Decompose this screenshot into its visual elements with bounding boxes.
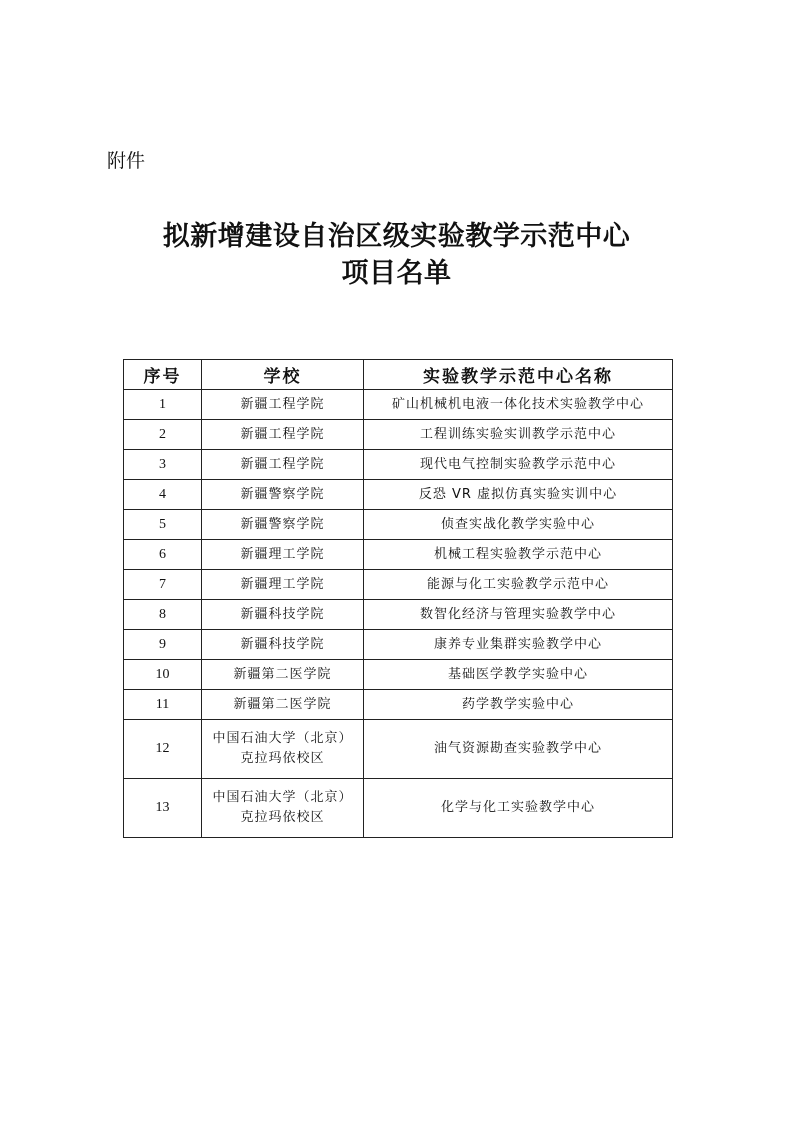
school-name-line: 克拉玛依校区: [240, 751, 325, 766]
row-center-name: 现代电气控制实验教学示范中心: [364, 450, 673, 480]
row-center-name: 工程训练实验实训教学示范中心: [364, 420, 673, 450]
row-center-name: 反恐 VR 虚拟仿真实验实训中心: [364, 480, 673, 510]
school-name-line: 新疆工程学院: [240, 396, 325, 412]
header-row: [124, 360, 673, 390]
table-row: [124, 510, 673, 540]
row-number: 11: [124, 690, 202, 720]
school-name-line: 新疆工程学院: [240, 426, 325, 442]
row-school: [202, 570, 364, 600]
row-center-name: 油气资源勘查实验教学中心: [364, 720, 673, 779]
table-row: [124, 720, 673, 779]
table-row: [124, 390, 673, 420]
row-center-name: 基础医学教学实验中心: [364, 660, 673, 690]
row-number: 10: [124, 660, 202, 690]
row-number: 5: [124, 510, 202, 540]
school-name-line: 新疆科技学院: [240, 636, 325, 652]
table-row: [124, 660, 673, 690]
row-number: 6: [124, 540, 202, 570]
table-row: [124, 480, 673, 510]
table-row: [124, 540, 673, 570]
row-school: [202, 630, 364, 660]
row-school: [202, 420, 364, 450]
row-school: [202, 540, 364, 570]
row-school: [202, 390, 364, 420]
row-school: [202, 510, 364, 540]
table-row: [124, 690, 673, 720]
school-name-line: 中国石油大学（北京）: [212, 731, 353, 746]
document-title: 拟新增建设自治区级实验教学示范中心: [162, 221, 631, 252]
row-school: [202, 480, 364, 510]
table-row: [124, 420, 673, 450]
table-row: [124, 450, 673, 480]
row-school: [202, 660, 364, 690]
header-center-name: 实验教学示范中心名称: [364, 360, 673, 390]
row-number: 8: [124, 600, 202, 630]
row-number: 3: [124, 450, 202, 480]
row-center-name: 矿山机械机电液一体化技术实验教学中心: [364, 390, 673, 420]
school-name-line: 新疆工程学院: [240, 456, 325, 472]
row-center-name: 康养专业集群实验教学中心: [364, 630, 673, 660]
table-body: [124, 390, 673, 838]
school-name-line: 克拉玛依校区: [240, 810, 325, 825]
school-name-line: 新疆科技学院: [240, 606, 325, 622]
header-number: 序号: [124, 360, 202, 390]
school-name-line: 新疆警察学院: [240, 486, 325, 502]
table-row: [124, 630, 673, 660]
row-number: 1: [124, 390, 202, 420]
school-name-line: 新疆理工学院: [240, 546, 325, 562]
row-school: [202, 779, 364, 838]
school-name-line: 新疆警察学院: [240, 516, 325, 532]
row-center-name: 侦查实战化教学实验中心: [364, 510, 673, 540]
document-subtitle: 项目名单: [341, 258, 452, 289]
row-school: [202, 450, 364, 480]
row-number: 9: [124, 630, 202, 660]
table-row: [124, 779, 673, 838]
row-number: 13: [124, 779, 202, 838]
row-number: 12: [124, 720, 202, 779]
row-school: [202, 600, 364, 630]
row-center-name: 化学与化工实验教学中心: [364, 779, 673, 838]
row-center-name: 能源与化工实验教学示范中心: [364, 570, 673, 600]
row-school: [202, 720, 364, 779]
row-center-name: 数智化经济与管理实验教学中心: [364, 600, 673, 630]
project-list-table: [123, 359, 673, 838]
school-name-line: 新疆理工学院: [240, 576, 325, 592]
header-school: 学校: [202, 360, 364, 390]
row-center-name: 药学教学实验中心: [364, 690, 673, 720]
row-number: 7: [124, 570, 202, 600]
table-row: [124, 600, 673, 630]
row-number: 4: [124, 480, 202, 510]
table-header: [124, 360, 673, 390]
row-number: 2: [124, 420, 202, 450]
row-center-name: 机械工程实验教学示范中心: [364, 540, 673, 570]
school-name-line: 新疆第二医学院: [233, 666, 332, 682]
school-name-line: 中国石油大学（北京）: [212, 790, 353, 805]
school-name-line: 新疆第二医学院: [233, 696, 332, 712]
row-school: [202, 690, 364, 720]
attachment-label: 附件: [107, 150, 146, 172]
table-row: [124, 570, 673, 600]
